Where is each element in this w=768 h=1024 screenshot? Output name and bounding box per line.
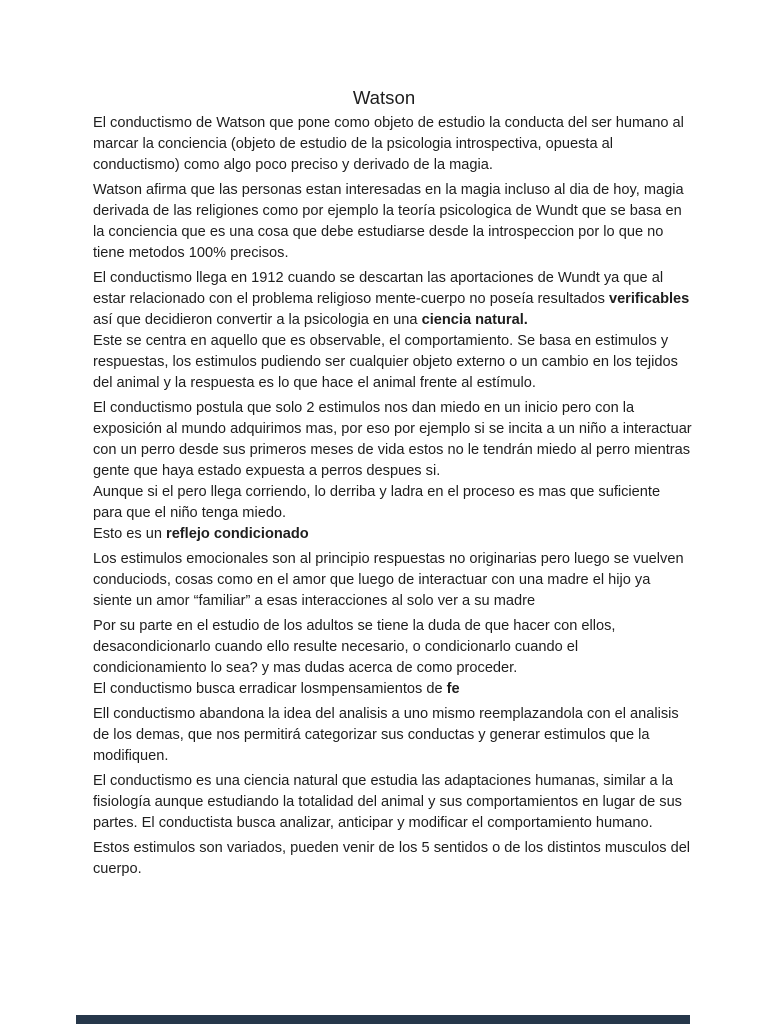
paragraph: Por su parte en el estudio de los adultos se tiene la duda de que hacer con ellos, desacondicionarlo cuando ello resulte necesario, o condicionarlo cuando el condicionamiento lo sea? y mas dudas acerca de como proceder. El conductismo busca erradicar losmpensamientos de fe [93, 618, 616, 697]
document-body [93, 113, 768, 880]
paragraph: Ell conductismo abandona la idea del analisis a uno mismo reemplazandola con el analisis de los demas, que nos permitirá categorizar sus conductas y generar estimulos que la modifiquen. [93, 706, 679, 764]
paragraph: Los estimulos emocionales son al principio respuestas no originarias pero luego se vuelven conduciods, cosas como en el amor que luego de interactuar con una madre el hijo ya siente un amor “familiar” a esas interacciones al solo ver a su madre [93, 551, 684, 609]
paragraph: Watson afirma que las personas estan interesadas en la magia incluso al dia de hoy, magia derivada de las religiones como por ejemplo la teoría psicologica de Wundt que se basa en la conciencia que es una cosa que debe estudiarse desde la introspeccion por lo que no tiene metodos 100% precisos. [93, 182, 684, 261]
page-title: Watson [352, 87, 416, 108]
paragraph: El conductismo postula que solo 2 estimulos nos dan miedo en un inicio pero con la exposición al mundo adquirimos mas, por eso por ejemplo si se incita a un niño a interactuar con un perro desde sus primeros meses de vida estos no le tendrán miedo al perro mientras gente que haya estado expuesta a perros despues si. Aunque si el pero llega corriendo, lo derriba y ladra en el proceso es mas que suficiente para que el niño tenga miedo. Esto es un reflejo condicionado [93, 400, 692, 542]
paragraph: El conductismo llega en 1912 cuando se descartan las aportaciones de Wundt ya que al estar relacionado con el problema religioso mente-cuerpo no poseía resultados verificables así que decidieron convertir a la psicologia en una ciencia natural. Este se centra en aquello que es observable, el comportamiento. Se basa en estimulos y respuestas, los estimulos pudiendo ser cualquier objeto externo o un cambio en los tejidos del animal y la respuesta es lo que hace el animal frente al estímulo. [93, 270, 690, 391]
next-page-gap [76, 1015, 690, 1024]
paragraph: Estos estimulos son variados, pueden venir de los 5 sentidos o de los distintos musculos del cuerpo. [93, 840, 691, 877]
paragraph: El conductismo es una ciencia natural que estudia las adaptaciones humanas, similar a la fisiología aunque estudiando la totalidad del animal y sus comportamientos en lugar de sus partes. El conductista busca analizar, anticipar y modificar el comportamiento humano. [93, 773, 682, 831]
paragraph: El conductismo de Watson que pone como objeto de estudio la conducta del ser humano al marcar la conciencia (objeto de estudio de la psicologia introspectiva, opuesta al conductismo) como algo poco preciso y derivado de la magia. [93, 115, 684, 173]
